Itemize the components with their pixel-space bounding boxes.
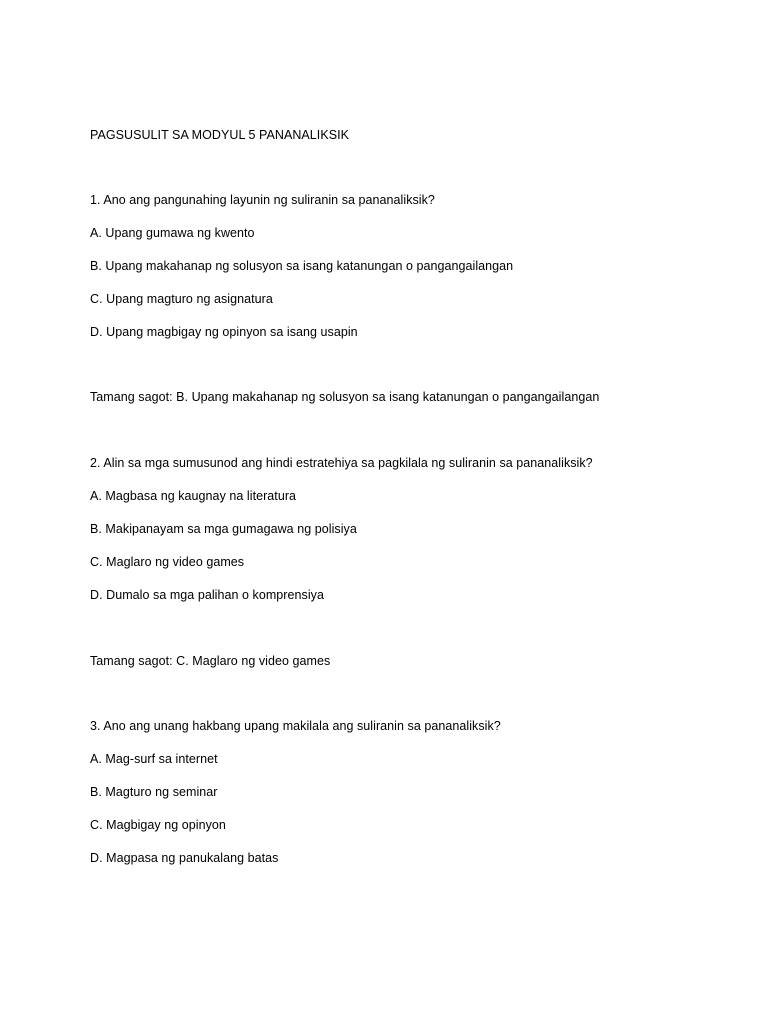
document-title: PAGSUSULIT SA MODYUL 5 PANANALIKSIK xyxy=(90,128,350,142)
question-1-option-c: C. Upang magturo ng asignatura xyxy=(90,292,273,306)
question-1-option-b: B. Upang makahanap ng solusyon sa isang katanungan o pangangailangan xyxy=(90,259,514,273)
question-2-answer: Tamang sagot: C. Maglaro ng video games xyxy=(90,654,331,668)
question-2-option-a: A. Magbasa ng kaugnay na literatura xyxy=(90,489,297,503)
question-3-option-c: C. Magbigay ng opinyon xyxy=(90,818,226,832)
question-2-text: 2. Alin sa mga sumusunod ang hindi estratehiya sa pagkilala ng suliranin sa pananaliksik? xyxy=(90,456,593,470)
question-2-option-c: C. Maglaro ng video games xyxy=(90,555,245,569)
question-1-answer: Tamang sagot: B. Upang makahanap ng solusyon sa isang katanungan o pangangailangan xyxy=(90,390,600,404)
question-2-option-d: D. Dumalo sa mga palihan o komprensiya xyxy=(90,588,324,602)
question-1-text: 1. Ano ang pangunahing layunin ng suliranin sa pananaliksik? xyxy=(90,193,435,207)
question-1-option-a: A. Upang gumawa ng kwento xyxy=(90,226,255,240)
question-2-option-b: B. Makipanayam sa mga gumagawa ng polisiya xyxy=(90,522,357,536)
question-3-text: 3. Ano ang unang hakbang upang makilala ang suliranin sa pananaliksik? xyxy=(90,719,501,733)
question-3-option-d: D. Magpasa ng panukalang batas xyxy=(90,851,279,865)
question-3-option-a: A. Mag-surf sa internet xyxy=(90,752,218,766)
question-3-option-b: B. Magturo ng seminar xyxy=(90,785,218,799)
question-1-option-d: D. Upang magbigay ng opinyon sa isang usapin xyxy=(90,325,358,339)
